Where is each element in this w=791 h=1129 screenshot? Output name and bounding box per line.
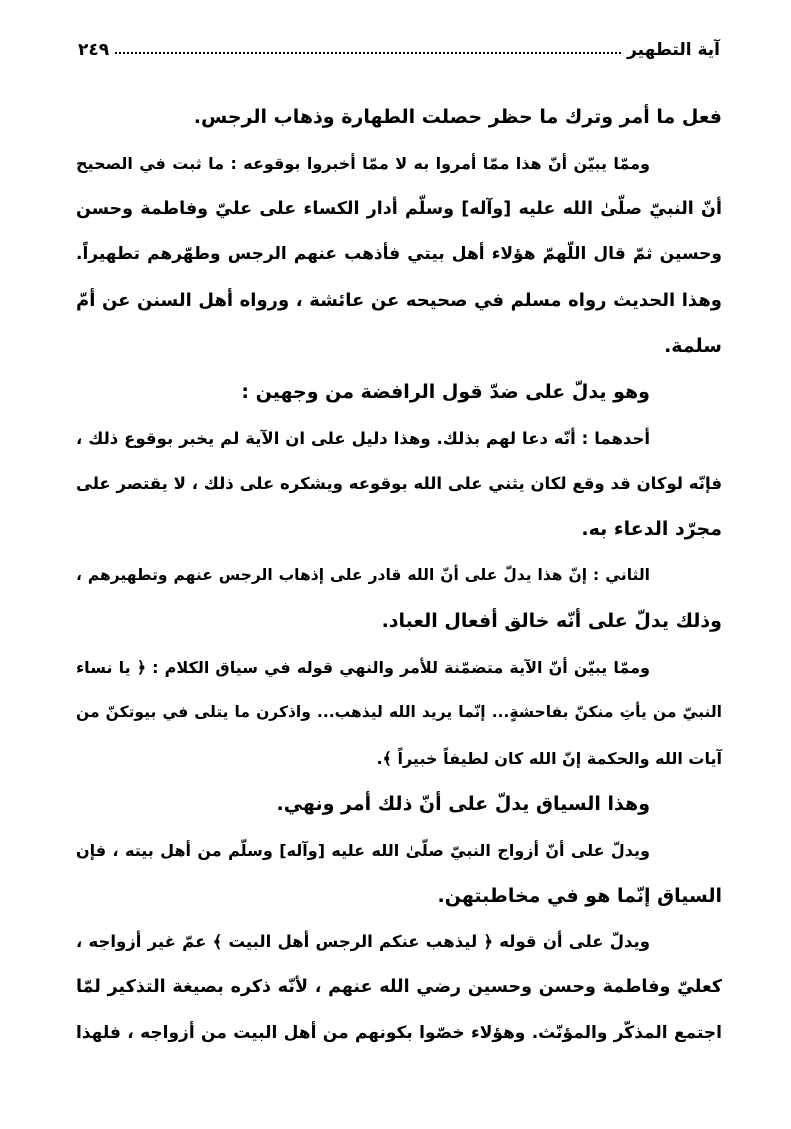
text-line: وممّا يبيّن أنّ هذا ممّا أمروا به لا ممّا أخبروا بوقوعه : ما ثبت في الصحيح <box>76 153 650 173</box>
text-line: وحسين ثمّ قال اللّهمّ هؤلاء أهل بيتي فأذهب عنهم الرجس وطهّرهم تطهيراً. <box>76 244 722 265</box>
text-line: وهو يدلّ على ضدّ قول الرافضة من وجهين : <box>241 380 650 403</box>
text-line: سلمة. <box>664 334 722 357</box>
text-line: ويدلّ على أن قوله ﴿ ليذهب عنكم الرجس أهل البيت ﴾ عمّ غير أزواجه ، <box>76 932 650 952</box>
text-line: ويدلّ على أنّ أزواج النبيّ صلّىٰ الله عليه [وآله] وسلّم من أهل بيته ، فإن <box>76 840 650 860</box>
text-line: اجتمع المذكّر والمؤنّث. وهؤلاء خصّوا بكونهم من أهل البيت من أزواجه ، فلهذا <box>76 1022 722 1043</box>
page-body <box>76 95 722 1057</box>
text-line: وهذا الحديث رواه مسلم في صحيحه عن عائشة ، ورواه أهل السنن عن أمّ <box>76 290 722 312</box>
quran-verse-line: النبيّ من يأتِ منكنّ بفاحشةٍ... إنّما يريد الله ليذهب... واذكرن ما يتلى في بيوتكنّ من <box>76 703 722 722</box>
text-line: السياق إنّما هو في مخاطبتهن. <box>437 884 722 907</box>
text-line: أحدهما : أنّه دعا لهم بذلك. وهذا دليل على ان الآية لم يخبر بوقوع ذلك ، <box>76 428 650 448</box>
running-header <box>78 30 720 60</box>
text-line: كعليّ وفاطمة وحسن وحسين رضي الله عنهم ، لأنّه ذكره بصيغة التذكير لمّا <box>76 977 722 998</box>
text-line: مجرّد الدعاء به. <box>581 518 722 541</box>
quran-verse-line: آيات الله والحكمة إنّ الله كان لطيفاً خبيراً ﴾. <box>376 749 722 769</box>
text-line: وهذا السياق يدلّ على أنّ ذلك أمر ونهي. <box>276 792 650 815</box>
dot-leader <box>115 52 621 54</box>
text-line: الثاني : إنّ هذا يدلّ على أنّ الله قادر على إذهاب الرجس عنهم وتطهيرهم ، <box>76 565 650 584</box>
text-line: وممّا يبيّن أنّ الآية متضمّنة للأمر والنهي قوله في سياق الكلام : ﴿ يا نساء <box>76 657 650 677</box>
text-line: فإنّه لوكان قد وقع لكان يثني على الله بوقوعه ويشكره على ذلك ، لا يقتصر على <box>76 474 722 494</box>
page-number: ٢٤٩ <box>78 40 110 60</box>
text-line: وذلك يدلّ على أنّه خالق أفعال العباد. <box>381 609 722 632</box>
text-line: فعل ما أمر وترك ما حظر حصلت الطهارة وذهاب الرجس. <box>193 106 722 128</box>
chapter-title: آية التطهير <box>627 40 720 60</box>
text-line: أنّ النبيّ صلّىٰ الله عليه [وآله] وسلّم أدار الكساء على عليّ وفاطمة وحسن <box>76 198 722 219</box>
